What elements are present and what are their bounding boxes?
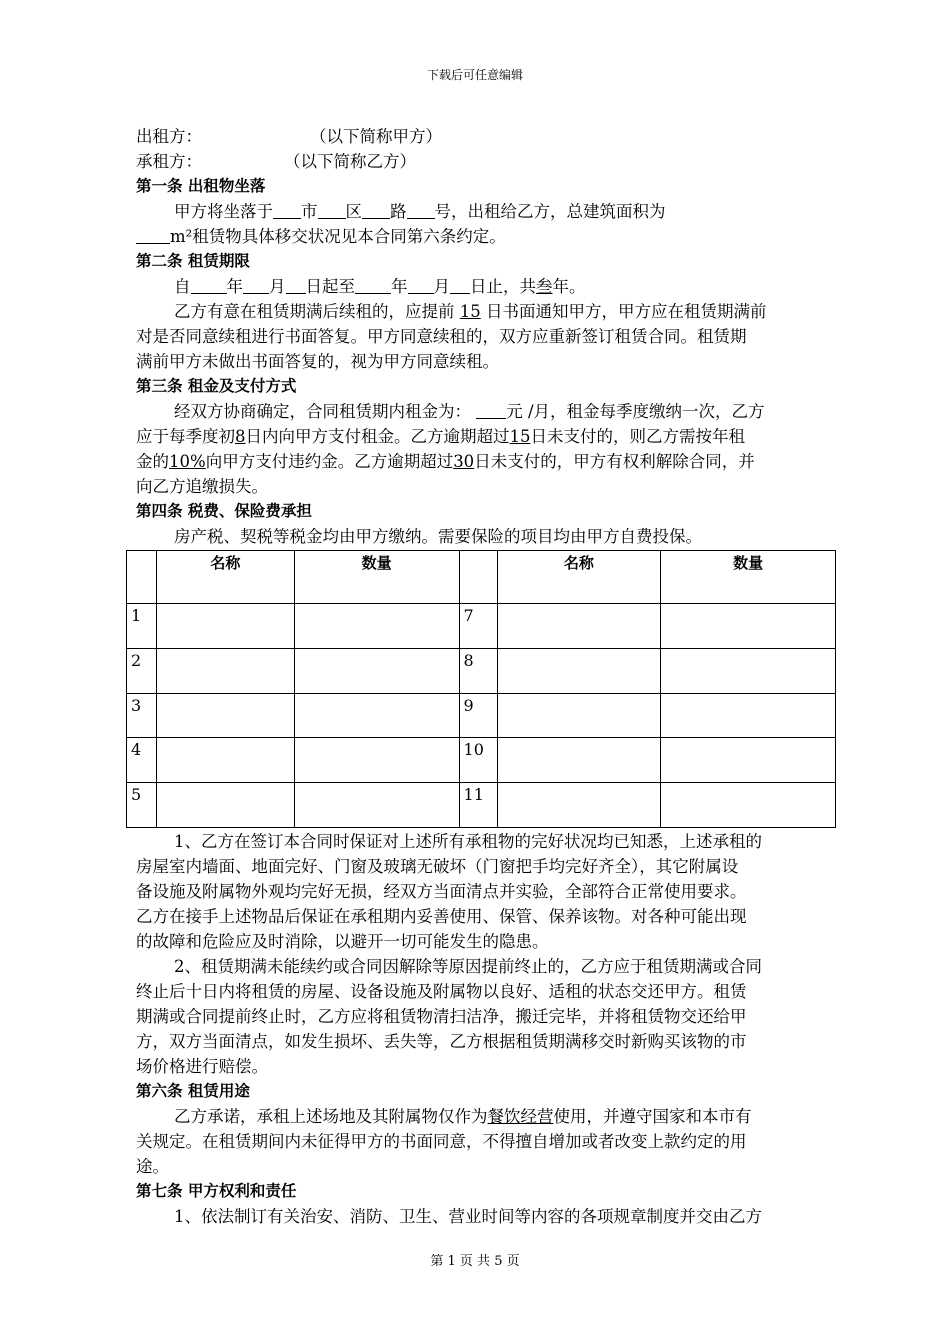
blank-district	[318, 202, 346, 219]
overdue-days-2: 30	[453, 452, 475, 471]
row-number: 9	[459, 693, 497, 738]
article-7-line-1: 1、依法制订有关治安、消防、卫生、营业时间等内容的各项规章制度并交由乙方	[174, 1206, 762, 1226]
text: 年	[391, 277, 408, 296]
article-3-line-4: 向乙方追缴损失。	[136, 477, 268, 496]
blank-city	[273, 202, 301, 219]
table-row	[127, 738, 836, 783]
text: 日未支付的，则乙方需按年租	[530, 427, 745, 446]
table-cell	[294, 738, 459, 783]
lessor-note: （以下简称甲方）	[310, 127, 442, 146]
para-1-line-4: 乙方在接手上述物品后保证在承租期内妥善使用、保管、保养该物。对各种可能出现	[136, 906, 747, 926]
payment-day: 8	[235, 427, 246, 446]
table-header-cell	[127, 551, 157, 604]
text: 日未支付的，甲方有权利解除合同，并	[474, 452, 755, 471]
para-2-line-2: 终止后十日内将租赁的房屋、设备设施及附属物以良好、适租的状态交还甲方。租赁	[136, 981, 747, 1001]
table-cell	[497, 604, 661, 649]
overdue-days-1: 15	[509, 427, 531, 446]
article-4-line-1: 房产税、契税等税金均由甲方缴纳。需要保险的项目均由甲方自费投保。	[174, 527, 702, 546]
row-number: 10	[459, 738, 497, 783]
text: 向甲方支付违约金。乙方逾期超过	[205, 452, 454, 471]
para-1-line-3: 备设施及附属物外观均完好无损，经双方当面清点并实验，全部符合正常使用要求。	[136, 881, 747, 901]
table-cell	[497, 648, 661, 693]
table-cell	[156, 783, 294, 828]
table-header-cell: 数量	[294, 551, 459, 604]
text: 甲方将坐落于	[174, 202, 273, 221]
row-number: 4	[127, 738, 157, 783]
text: 应于每季度初	[136, 427, 235, 446]
article-2-title: 第二条 租赁期限	[136, 252, 250, 270]
lease-term: 叁	[536, 277, 553, 296]
article-3-line-3	[136, 449, 836, 474]
blank-rent	[476, 402, 506, 419]
text: 日内向甲方支付租金。乙方逾期超过	[245, 427, 510, 446]
text: 日起至	[305, 277, 355, 296]
text: 路	[390, 202, 407, 221]
text: 使用，并遵守国家和本市有	[553, 1106, 752, 1126]
para-2-line-4: 方，双方当面清点，如发生损坏、丢失等，乙方根据租赁期满移交时新购买该物的市	[136, 1031, 747, 1051]
text: 自	[174, 277, 191, 296]
lessee-line	[136, 149, 836, 174]
table-cell	[294, 648, 459, 693]
article-6-title: 第六条 租赁用途	[136, 1081, 250, 1100]
text: 元 /月，租金每季度缴纳一次，乙方	[506, 402, 765, 421]
table-cell	[661, 648, 836, 693]
page-footer: 第 1 页 共 5 页	[430, 1254, 520, 1269]
article-1-line-2	[136, 224, 836, 249]
table-cell	[661, 604, 836, 649]
table-cell	[156, 693, 294, 738]
text: 号，出租给乙方，总建筑面积为	[434, 202, 666, 221]
row-number: 11	[459, 783, 497, 828]
article-1-line-1	[136, 199, 836, 224]
blank-end-month	[408, 277, 434, 294]
article-2-line-3: 对是否同意续租进行书面答复。甲方同意续租的，双方应重新签订租赁合同。租赁期	[136, 327, 747, 346]
items-table	[126, 550, 836, 828]
lease-use: 餐饮经营	[487, 1106, 554, 1126]
table-header-row	[127, 551, 836, 604]
article-6-line-2: 关规定。在租赁期间内未征得甲方的书面同意，不得擅自增加或者改变上款约定的用	[136, 1131, 747, 1151]
text: 日止，共	[470, 277, 536, 296]
lessee-label: 承租方：	[136, 152, 202, 171]
table-cell	[661, 693, 836, 738]
para-2-line-1: 2、租赁期满未能续约或合同因解除等原因提前终止的，乙方应于租赁期满或合同	[174, 956, 762, 976]
text: 金的	[136, 452, 169, 471]
article-3-line-2	[136, 424, 836, 449]
text: 月	[269, 277, 286, 296]
para-1-line-1: 1、乙方在签订本合同时保证对上述所有承租物的完好状况均已知悉，上述承租的	[174, 831, 762, 851]
table-cell	[294, 693, 459, 738]
lessor-line	[136, 124, 836, 149]
blank-end-day	[450, 277, 470, 294]
table-header-cell	[459, 551, 497, 604]
blank-number	[407, 202, 435, 219]
notice-days: 15	[459, 302, 481, 321]
lessee-note: （以下简称乙方）	[284, 152, 416, 171]
article-4-title: 第四条 税费、保险费承担	[136, 502, 312, 520]
text: 年。	[552, 277, 586, 296]
para-1-line-5: 的故障和危险应及时消除，以避开一切可能发生的隐患。	[136, 931, 549, 951]
text: 经双方协商确定，合同租赁期内租金为：	[174, 402, 471, 421]
article-2-line-1	[136, 274, 836, 299]
table-cell	[497, 783, 661, 828]
text: 区	[345, 202, 362, 221]
table-cell	[294, 783, 459, 828]
table-cell	[156, 738, 294, 783]
table-header-cell: 数量	[661, 551, 836, 604]
lessor-label: 出租方：	[136, 127, 202, 146]
table-cell	[661, 783, 836, 828]
table-row	[127, 648, 836, 693]
text: 月	[433, 277, 450, 296]
text: 年	[226, 277, 243, 296]
blank-end-year	[355, 277, 391, 294]
contract-body	[131, 124, 836, 1229]
blank-start-day	[286, 277, 306, 294]
article-6-line-3: 途。	[136, 1156, 169, 1176]
article-1-title: 第一条 出租物坐落	[136, 177, 266, 195]
text: m²租赁物具体移交状况见本合同第六条约定。	[170, 227, 506, 246]
article-3-line-1	[136, 399, 836, 424]
article-6-line-1	[136, 1104, 836, 1129]
table-cell	[497, 738, 661, 783]
row-number: 8	[459, 648, 497, 693]
row-number: 7	[459, 604, 497, 649]
blank-area	[136, 227, 170, 244]
table-cell	[294, 604, 459, 649]
table-row	[127, 783, 836, 828]
text: 日书面通知甲方，甲方应在租赁期满前	[486, 302, 767, 321]
table-cell	[156, 604, 294, 649]
row-number: 3	[127, 693, 157, 738]
blank-start-year	[191, 277, 227, 294]
text: 市	[301, 202, 318, 221]
text: 乙方有意在租赁期满后续租的，应提前	[174, 302, 455, 321]
para-1-line-2: 房屋室内墙面、地面完好、门窗及玻璃无破坏（门窗把手均完好齐全），其它附属设	[136, 856, 739, 876]
blank-start-month	[243, 277, 269, 294]
article-2-line-2	[136, 299, 836, 324]
blank-road	[362, 202, 390, 219]
para-2-line-3: 期满或合同提前终止时，乙方应将租赁物清扫洁净，搬迁完毕，并将租赁物交还给甲	[136, 1006, 747, 1026]
article-3-title: 第三条 租金及支付方式	[136, 377, 297, 395]
row-number: 5	[127, 783, 157, 828]
penalty-percent: 10%	[169, 452, 206, 471]
table-cell	[156, 648, 294, 693]
row-number: 2	[127, 648, 157, 693]
text: 乙方承诺，承租上述场地及其附属物仅作为	[174, 1106, 488, 1126]
table-row	[127, 604, 836, 649]
article-7-title: 第七条 甲方权利和责任	[136, 1181, 297, 1200]
row-number: 1	[127, 604, 157, 649]
table-row	[127, 693, 836, 738]
article-2-line-4: 满前甲方未做出书面答复的，视为甲方同意续租。	[136, 352, 499, 371]
table-header-cell: 名称	[156, 551, 294, 604]
table-header-cell: 名称	[497, 551, 661, 604]
para-2-line-5: 场价格进行赔偿。	[136, 1056, 268, 1076]
table-cell	[497, 693, 661, 738]
page-header: 下载后可任意编辑	[426, 68, 523, 82]
table-cell	[661, 738, 836, 783]
